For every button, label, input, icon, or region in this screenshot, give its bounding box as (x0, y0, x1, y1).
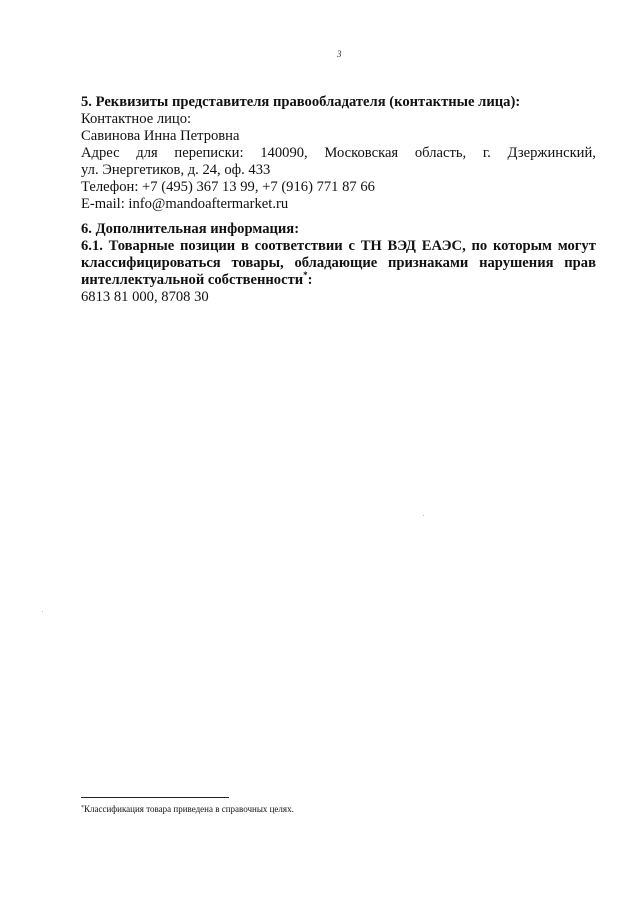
subsection-word: ВЭД (387, 238, 416, 254)
address-word: переписки: (174, 145, 244, 161)
contact-label: Контактное лицо: (81, 111, 192, 127)
address-line-2: ул. Энергетиков, д. 24, оф. 433 (81, 162, 271, 178)
subsection-6-1-line-3-colon: : (307, 272, 313, 288)
subsection-word: соответствии (254, 238, 343, 254)
subsection-6-1-line-3-text: интеллектуальной собственности (81, 272, 304, 288)
subsection-word: ТН (360, 238, 382, 254)
address-word: г. (482, 145, 491, 161)
subsection-word: с (348, 238, 355, 254)
footnote-text: Классификация товара приведена в справочных целях. (84, 804, 294, 814)
address-word: для (136, 145, 158, 161)
address-word: Дзержинский, (507, 145, 596, 161)
section-6-additional-info (81, 221, 596, 306)
subsection-word: обладающие (294, 255, 378, 271)
section-6-heading: 6. Дополнительная информация: (81, 221, 300, 237)
subsection-word: ЕАЭС, (421, 238, 466, 254)
subsection-word: в (240, 238, 249, 254)
subsection-word: 6.1. (81, 238, 103, 254)
subsection-word: признаками (387, 255, 469, 271)
address-line-1 (81, 145, 596, 162)
address-word: Московская (324, 145, 399, 161)
subsection-word: прав (564, 255, 596, 271)
subsection-word: классифицироваться (81, 255, 221, 271)
page-number: 3 (337, 49, 342, 59)
footnote-divider (81, 797, 229, 798)
address-word: 140090, (260, 145, 308, 161)
subsection-word: могут (557, 238, 596, 254)
section-5-representative-details (81, 94, 596, 213)
subsection-6-1-line-3 (81, 272, 596, 289)
address-word: область, (414, 145, 467, 161)
email-line: E-mail: info@mandoaftermarket.ru (81, 196, 289, 212)
subsection-word: товары, (231, 255, 284, 271)
tnved-codes: 6813 81 000, 8708 30 (81, 289, 209, 305)
footnote-reference-mark: * (303, 270, 308, 280)
subsection-word: Товарные (108, 238, 175, 254)
contact-name: Савинова Инна Петровна (81, 128, 240, 144)
footnote (81, 804, 294, 815)
scan-speck (423, 515, 424, 516)
subsection-word: позиции (179, 238, 236, 254)
scan-speck (42, 611, 43, 612)
subsection-word: которым (492, 238, 552, 254)
section-5-heading: 5. Реквизиты представителя правообладателя (контактные лица): (81, 94, 521, 110)
subsection-word: нарушения (479, 255, 554, 271)
subsection-word: по (471, 238, 488, 254)
phone-line: Телефон: +7 (495) 367 13 99, +7 (916) 771 87 66 (81, 179, 375, 195)
footnote-mark: * (81, 805, 84, 811)
address-word: Адрес (81, 145, 120, 161)
subsection-6-1-line-1 (81, 238, 596, 255)
subsection-6-1-line-2 (81, 255, 596, 272)
